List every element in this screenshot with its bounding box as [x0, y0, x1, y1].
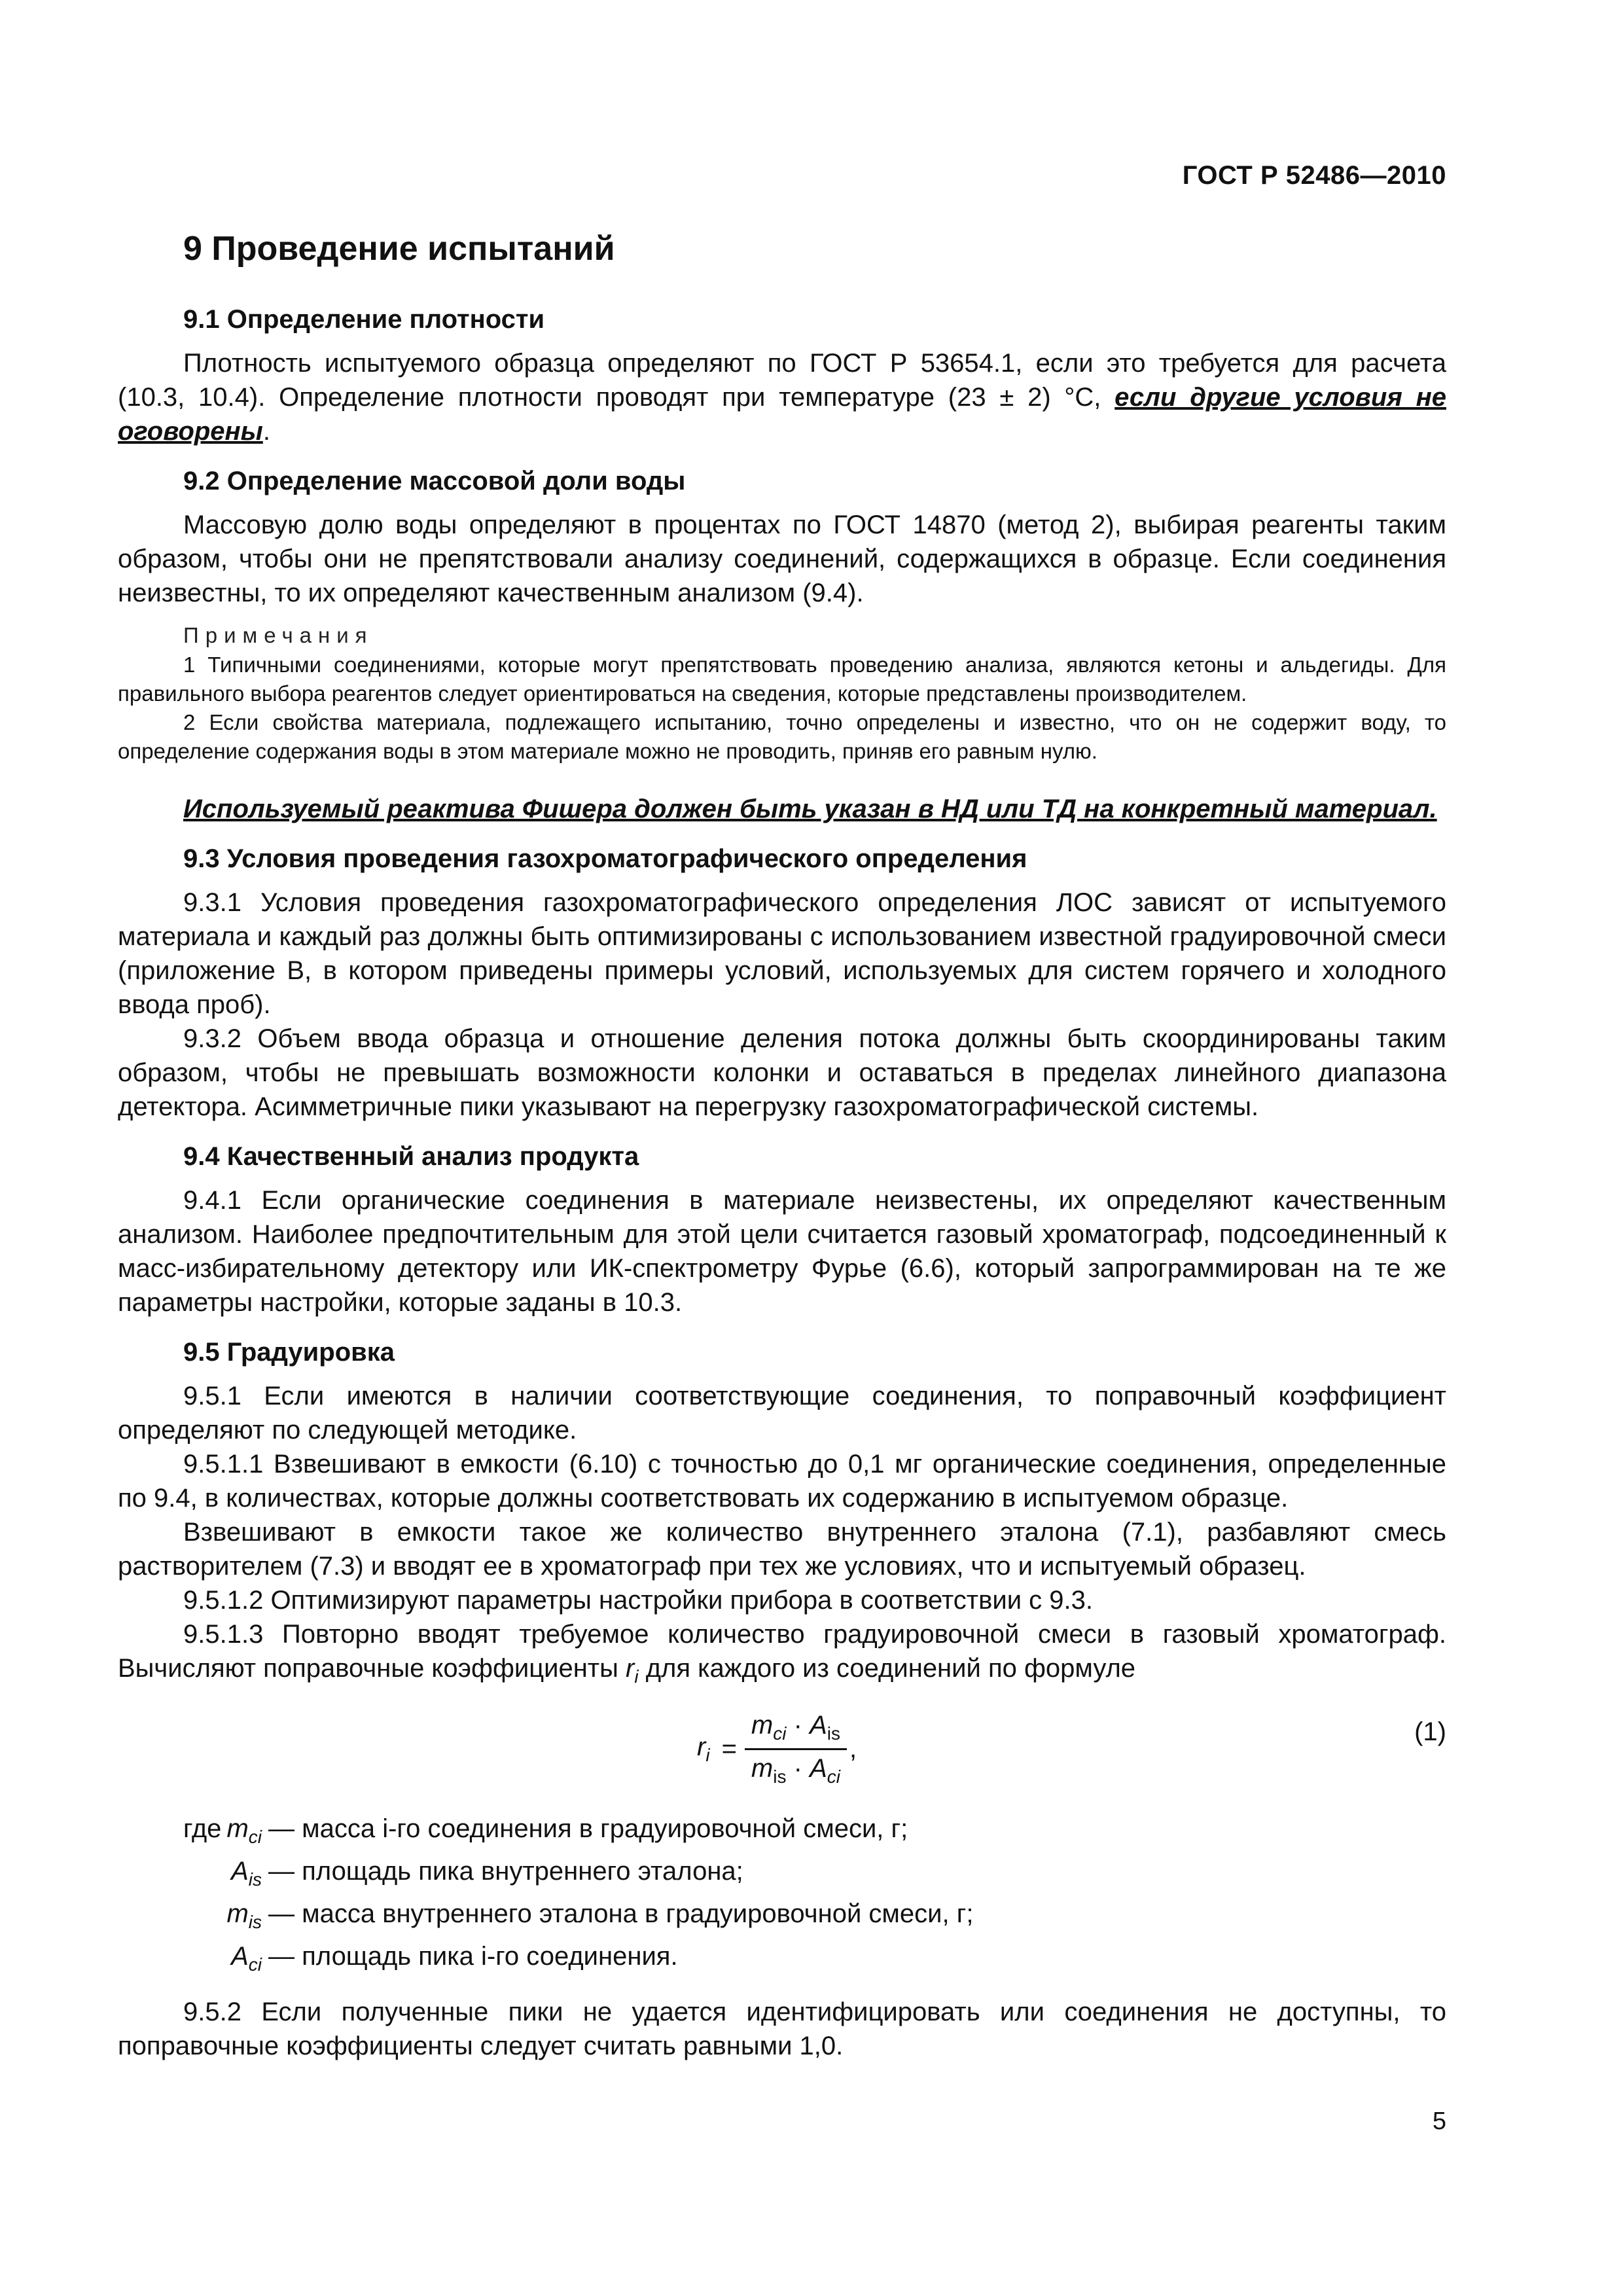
- formula-number: (1): [1414, 1717, 1446, 1746]
- legend-symbol: $A_{is}$: [231, 1857, 262, 1890]
- formula-numerator: $m_{ci} \cdot A_{is}$: [745, 1711, 847, 1750]
- legend-row: [118, 1897, 1446, 1939]
- paragraph-9-5-1: 9.5.1 Если имеются в наличии соответствующие соединения, то поправочный коэффициент определяют по следующей методике.: [118, 1382, 1446, 1444]
- document-code: ГОСТ Р 52486—2010: [1182, 161, 1446, 190]
- paragraph-9-3-2: 9.3.2 Объем ввода образца и отношение деления потока должны быть скоординированы таким образом, чтобы не превышать возможности колонки и оставаться в пределах линейного диапазона детектора. Асимметричные пики указывают на перегрузку газохроматографической системы.: [118, 1024, 1446, 1121]
- paragraph-9-1: Плотность испытуемого образца определяют по ГОСТ Р 53654.1, если это требуется для расчета (10.3, 10.4). Определение плотности проводят при температуре (23 ± 2) °С, если другие условия не оговорены.: [118, 349, 1446, 446]
- note-1: 1 Типичными соединениями, которые могут препятствовать проведению анализа, являются кетоны и альдегиды. Для правильного выбора реагентов следует ориентироваться на сведения, которые представлены производителем.: [118, 653, 1446, 706]
- paragraph-9-5-2: 9.5.2 Если полученные пики не удается идентифицировать или соединения не доступны, то поправочные коэффициенты следует считать равными 1,0.: [118, 1998, 1446, 2060]
- formula-expression: $r_i$ = $\frac{m_{ci} \cdot A_{is}}{m_{is} \cdot A_{ci}}$ ,: [697, 1711, 857, 1787]
- legend-text: — площадь пика внутреннего эталона;: [268, 1857, 743, 1886]
- legend-symbol: $A_{ci}$: [231, 1942, 262, 1975]
- legend-row: [118, 1812, 1446, 1854]
- subsection-title-9-5: 9.5 Градуировка: [183, 1338, 395, 1367]
- legend-symbol: где $m_{ci}$: [183, 1814, 262, 1847]
- page-content: [118, 229, 1446, 2063]
- legend-row: [118, 1854, 1446, 1897]
- paragraph-9-5-1-2: 9.5.1.2 Оптимизируют параметры настройки прибора в соответствии с 9.3.: [183, 1586, 1093, 1615]
- subsection-title-9-3: 9.3 Условия проведения газохроматографического определения: [183, 844, 1027, 873]
- note-2: 2 Если свойства материала, подлежащего испытанию, точно определены и известно, что он не содержит воду, то определение содержания воды в этом материале можно не проводить, приняв его равным нулю.: [118, 710, 1446, 763]
- notes-heading: Примечания: [183, 623, 374, 647]
- legend-text: — масса i-го соединения в градуировочной смеси, г;: [268, 1814, 908, 1843]
- subsection-title-9-4: 9.4 Качественный анализ продукта: [183, 1142, 639, 1171]
- legend-text: — площадь пика i-го соединения.: [268, 1942, 678, 1971]
- legend-symbol: $m_{is}$: [226, 1899, 262, 1932]
- paragraph-9-5-1-3: 9.5.1.3 Повторно вводят требуемое количество градуировочной смеси в газовый хроматограф. Вычисляют поправочные коэффициенты $r_i$ для каждого из соединений по формуле: [118, 1620, 1446, 1687]
- amendment-text: если другие условия не оговорены: [118, 383, 1446, 446]
- page-number: 5: [1432, 2108, 1446, 2135]
- legend-row: [118, 1939, 1446, 1982]
- paragraph-9-3-1: 9.3.1 Условия проведения газохроматографического определения ЛОС зависят от испытуемого материала и каждый раз должны быть оптимизированы с использованием известной градуировочной смеси (приложение В, в котором приведены примеры условий, используемых для систем горячего и холодного ввода проб).: [118, 888, 1446, 1019]
- formula-legend: [118, 1812, 1446, 1982]
- paragraph-9-5-1-1: 9.5.1.1 Взвешивают в емкости (6.10) с точностью до 0,1 мг органические соединения, определенные по 9.4, в количествах, которые должны соответствовать их содержанию в испытуемом образце.: [118, 1450, 1446, 1513]
- formula-equals: =: [721, 1734, 737, 1763]
- amendment-paragraph: Используемый реактива Фишера должен быть указан в НД или ТД на конкретный материал.: [183, 795, 1437, 823]
- paragraph-9-2: Массовую долю воды определяют в процентах по ГОСТ 14870 (метод 2), выбирая реагенты таким образом, чтобы они не препятствовали анализу соединений, содержащихся в образце. Если соединения неизвестны, то их определяют качественным анализом (9.4).: [118, 511, 1446, 607]
- paragraph-9-4-1: 9.4.1 Если органические соединения в материале неизвестены, их определяют качественным анализом. Наиболее предпочтительным для этой цели считается газовый хроматограф, подсоединенный к масс-избирательному детектору или ИК-спектрометру Фурье (6.6), который запрограммирован на те же параметры настройки, которые заданы в 10.3.: [118, 1186, 1446, 1317]
- subsection-title-9-1: 9.1 Определение плотности: [183, 305, 545, 334]
- formula-denominator: $m_{is} \cdot A_{ci}$: [751, 1754, 840, 1787]
- formula-1: [118, 1711, 1446, 1796]
- legend-text: — масса внутреннего эталона в градуировочной смеси, г;: [268, 1899, 974, 1928]
- formula-lhs: $r_i$: [697, 1732, 710, 1765]
- section-title: 9 Проведение испытаний: [183, 230, 615, 268]
- paragraph-9-5-1-1-cont: Взвешивают в емкости такое же количество внутреннего эталона (7.1), разбавляют смесь растворителем (7.3) и вводят ее в хроматограф при тех же условиях, что и испытуемый образец.: [118, 1518, 1446, 1581]
- formula-fraction: [745, 1711, 847, 1787]
- subsection-title-9-2: 9.2 Определение массовой доли воды: [183, 467, 686, 495]
